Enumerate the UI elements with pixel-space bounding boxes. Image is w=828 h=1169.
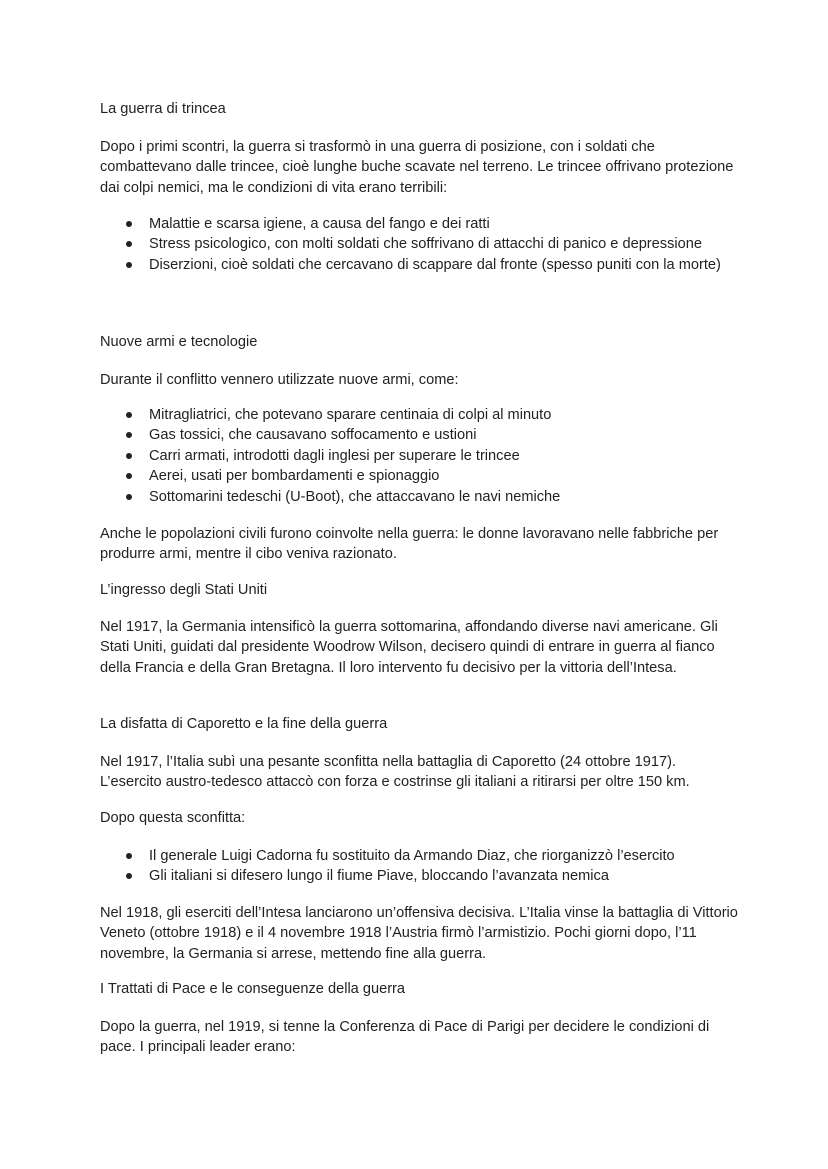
section-heading-trench-war	[100, 99, 740, 119]
list-item: Il generale Luigi Cadorna fu sostituito da Armando Diaz, che riorganizzò l’esercito	[100, 846, 740, 866]
list-item: Gli italiani si difesero lungo il fiume Piave, bloccando l’avanzata nemica	[100, 866, 740, 886]
paragraph-weapons-intro	[100, 370, 740, 390]
heading-text: La disfatta di Caporetto e la fine della guerra	[100, 716, 388, 732]
section-heading-caporetto	[100, 714, 740, 734]
list-item: Aerei, usati per bombardamenti e spionaggio	[100, 466, 740, 486]
bullet-list-weapons	[100, 405, 740, 507]
list-item: Sottomarini tedeschi (U-Boot), che attaccavano le navi nemiche	[100, 487, 740, 507]
paragraph-text: Anche le popolazioni civili furono coinvolte nella guerra: le donne lavoravano nelle fabbriche per produrre armi, mentre il cibo veniva razionato.	[100, 526, 719, 563]
paragraph-text: Dopo la guerra, nel 1919, si tenne la Conferenza di Pace di Parigi per decidere le condizioni di pace. I principali leader erano:	[100, 1019, 710, 1056]
paragraph-text: Nel 1917, l’Italia subì una pesante sconfitta nella battaglia di Caporetto (24 ottobre 1917). L’esercito austro-tedesco attaccò con forza e costrinse gli italiani a ritirarsi per oltre 150 km.	[100, 754, 690, 791]
section-heading-peace-treaties	[100, 979, 740, 999]
heading-text: La guerra di trincea	[100, 101, 226, 117]
bullet-list-after-defeat	[100, 846, 740, 887]
heading-text: I Trattati di Pace e le conseguenze della guerra	[100, 981, 406, 997]
bullet-list-trench-conditions	[100, 214, 740, 275]
paragraph-after-defeat	[100, 808, 740, 828]
paragraph-caporetto	[100, 752, 740, 793]
list-item: Mitragliatrici, che potevano sparare centinaia di colpi al minuto	[100, 405, 740, 425]
paragraph-text: Nel 1917, la Germania intensificò la guerra sottomarina, affondando diverse navi americane. Gli Stati Uniti, guidati dal presidente Woodrow Wilson, decisero quindi di entrare in guerra al fianco della Francia e della Gran Bretagna. Il loro intervento fu decisivo per la vittoria dell’Intesa.	[100, 619, 718, 676]
list-item: Carri armati, introdotti dagli inglesi per superare le trincee	[100, 446, 740, 466]
list-item: Stress psicologico, con molti soldati che soffrivano di attacchi di panico e depressione	[100, 234, 740, 254]
list-item: Malattie e scarsa igiene, a causa del fango e dei ratti	[100, 214, 740, 234]
paragraph-trench-intro	[100, 137, 740, 198]
heading-text: Nuove armi e tecnologie	[100, 334, 258, 350]
paragraph-civilians	[100, 524, 740, 565]
paragraph-peace-conference	[100, 1017, 740, 1058]
heading-text: L’ingresso degli Stati Uniti	[100, 582, 268, 598]
paragraph-text: Durante il conflitto vennero utilizzate nuove armi, come:	[100, 372, 459, 388]
section-heading-usa-entry	[100, 580, 740, 600]
paragraph-text: Nel 1918, gli eserciti dell’Intesa lanciarono un’offensiva decisiva. L’Italia vinse la battaglia di Vittorio Veneto (ottobre 1918) e il 4 novembre 1918 l’Austria firmò l’armistizio. Pochi giorni dopo, l’11 novembre, la Germania si arrese, mettendo fine alla guerra.	[100, 905, 738, 962]
paragraph-text: Dopo questa sconfitta:	[100, 810, 246, 826]
paragraph-usa-entry	[100, 617, 740, 678]
list-item: Gas tossici, che causavano soffocamento e ustioni	[100, 425, 740, 445]
paragraph-end-of-war	[100, 903, 740, 964]
paragraph-text: Dopo i primi scontri, la guerra si trasformò in una guerra di posizione, con i soldati che combattevano dalle trincee, cioè lunghe buche scavate nel terreno. Le trincee offrivano protezione dai colpi nemici, ma le condizioni di vita erano terribili:	[100, 139, 734, 196]
list-item: Diserzioni, cioè soldati che cercavano di scappare dal fronte (spesso puniti con la morte)	[100, 255, 740, 275]
section-heading-new-weapons	[100, 332, 740, 352]
